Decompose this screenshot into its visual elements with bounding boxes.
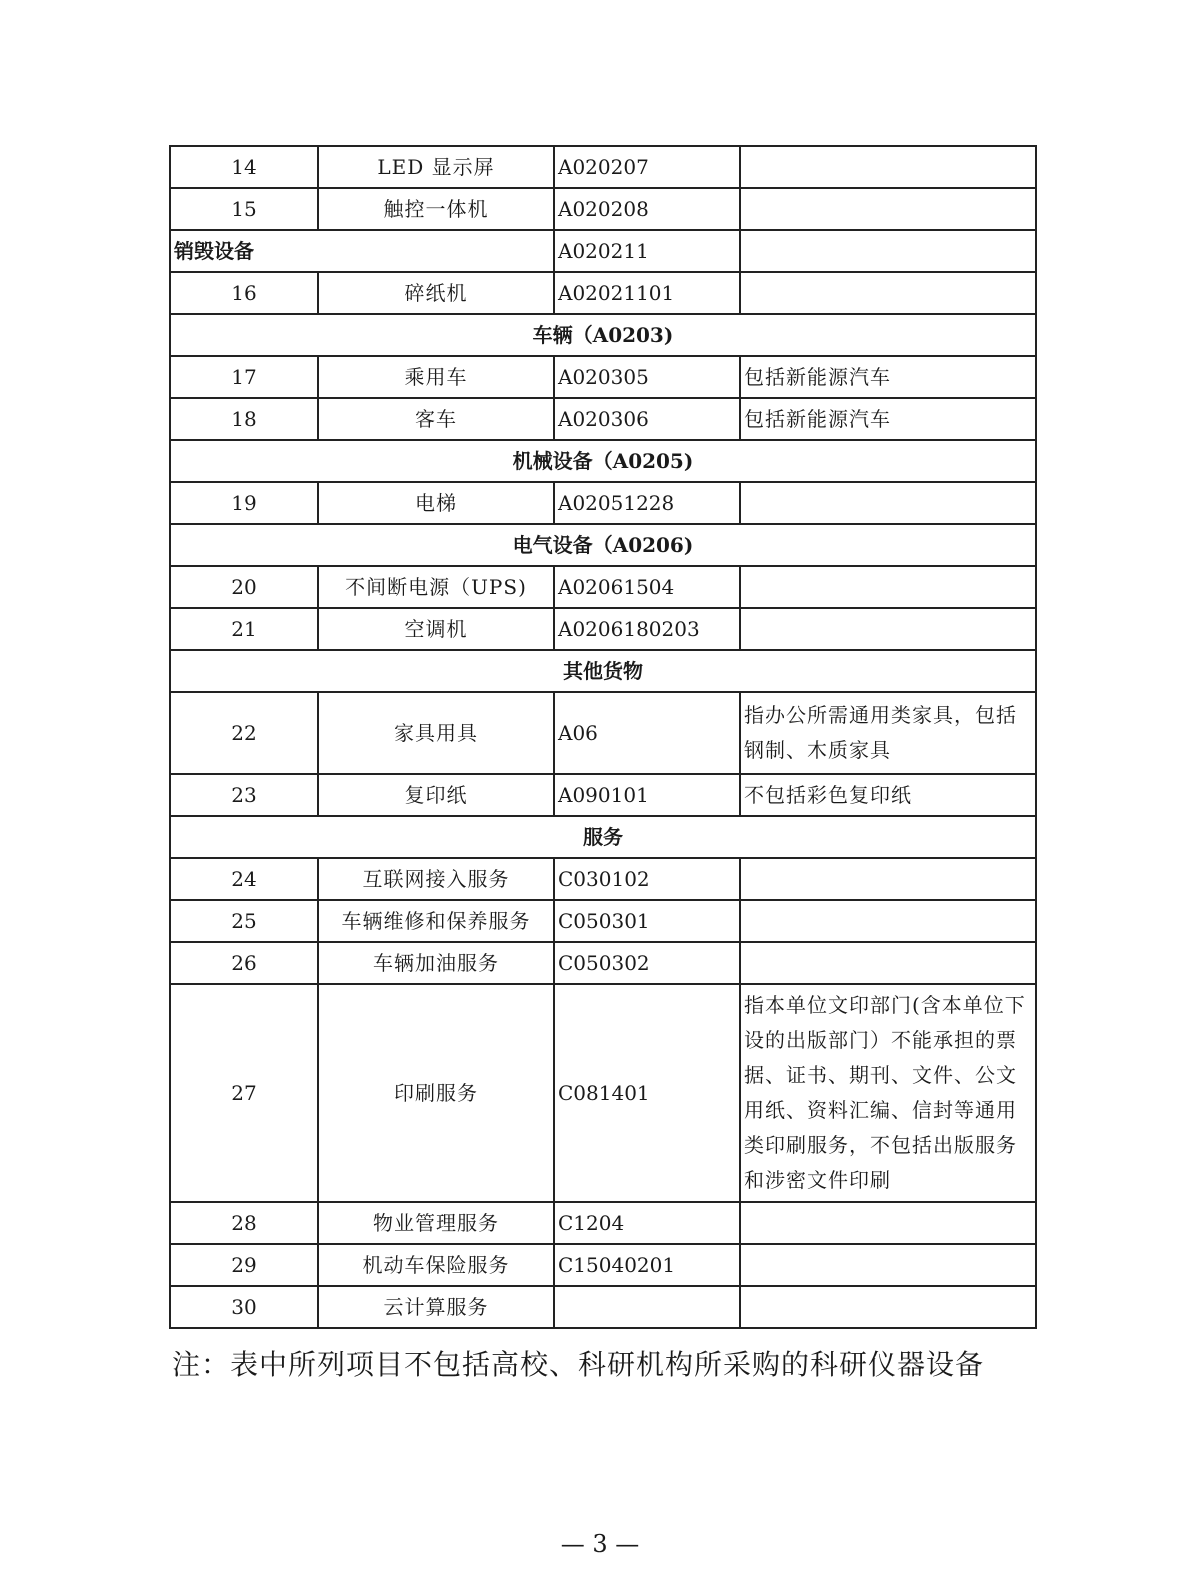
section-header-row [170, 650, 1036, 692]
item-code: C1204 [554, 1202, 740, 1244]
table-row [170, 1202, 1036, 1244]
item-number: 16 [170, 272, 318, 314]
table-row [170, 146, 1036, 188]
item-code [554, 1286, 740, 1328]
item-note [740, 146, 1036, 188]
section-header-row [170, 816, 1036, 858]
item-number: 24 [170, 858, 318, 900]
table-row [170, 1286, 1036, 1328]
item-number: 29 [170, 1244, 318, 1286]
table-row [170, 566, 1036, 608]
item-note [740, 608, 1036, 650]
item-number: 26 [170, 942, 318, 984]
item-code: A020207 [554, 146, 740, 188]
item-name: 客车 [318, 398, 554, 440]
item-name: 云计算服务 [318, 1286, 554, 1328]
item-code: A0206180203 [554, 608, 740, 650]
page-number: — 3 — [560, 1530, 640, 1558]
table-row [170, 482, 1036, 524]
item-name: 触控一体机 [318, 188, 554, 230]
item-name: 车辆加油服务 [318, 942, 554, 984]
table-row [170, 356, 1036, 398]
item-note [740, 1244, 1036, 1286]
item-code: A090101 [554, 774, 740, 816]
table-row [170, 774, 1036, 816]
procurement-items-table [169, 145, 1037, 1329]
section-header-services: 服务 [170, 816, 1036, 858]
item-number: 15 [170, 188, 318, 230]
item-name: LED 显示屏 [318, 146, 554, 188]
item-name: 物业管理服务 [318, 1202, 554, 1244]
item-number: 21 [170, 608, 318, 650]
table-row [170, 398, 1036, 440]
item-note [740, 1286, 1036, 1328]
item-name: 车辆维修和保养服务 [318, 900, 554, 942]
item-number: 30 [170, 1286, 318, 1328]
section-header-machinery: 机械设备（A0205) [170, 440, 1036, 482]
item-note: 包括新能源汽车 [740, 398, 1036, 440]
table-row [170, 272, 1036, 314]
item-code: A020305 [554, 356, 740, 398]
item-note [740, 942, 1036, 984]
item-number: 17 [170, 356, 318, 398]
table-row [170, 984, 1036, 1202]
section-header-electrical: 电气设备（A0206) [170, 524, 1036, 566]
item-number: 25 [170, 900, 318, 942]
item-number: 28 [170, 1202, 318, 1244]
item-code: A06 [554, 692, 740, 774]
item-number: 23 [170, 774, 318, 816]
table-row [170, 608, 1036, 650]
item-name: 印刷服务 [318, 984, 554, 1202]
item-code: C050302 [554, 942, 740, 984]
subcategory-code: A020211 [554, 230, 740, 272]
section-header-row [170, 314, 1036, 356]
item-name: 电梯 [318, 482, 554, 524]
item-note: 指本单位文印部门(含本单位下设的出版部门）不能承担的票据、证书、期刊、文件、公文用纸、资料汇编、信封等通用类印刷服务，不包括出版服务和涉密文件印刷 [740, 984, 1036, 1202]
item-note [740, 566, 1036, 608]
item-number: 19 [170, 482, 318, 524]
table-footnote: 注：表中所列项目不包括高校、科研机构所采购的科研仪器设备 [172, 1348, 985, 1381]
item-name: 机动车保险服务 [318, 1244, 554, 1286]
table-row [170, 692, 1036, 774]
item-number: 18 [170, 398, 318, 440]
item-note [740, 858, 1036, 900]
item-code: A02051228 [554, 482, 740, 524]
item-name: 互联网接入服务 [318, 858, 554, 900]
item-note [740, 900, 1036, 942]
item-note [740, 272, 1036, 314]
item-code: A02021101 [554, 272, 740, 314]
subcategory-row [170, 230, 1036, 272]
item-number: 22 [170, 692, 318, 774]
item-note [740, 482, 1036, 524]
item-name: 空调机 [318, 608, 554, 650]
item-code: C030102 [554, 858, 740, 900]
item-name: 复印纸 [318, 774, 554, 816]
table-row [170, 900, 1036, 942]
item-number: 20 [170, 566, 318, 608]
table-row [170, 942, 1036, 984]
table-row [170, 858, 1036, 900]
item-note [740, 1202, 1036, 1244]
table-row [170, 188, 1036, 230]
item-note: 不包括彩色复印纸 [740, 774, 1036, 816]
item-code: C050301 [554, 900, 740, 942]
item-number: 14 [170, 146, 318, 188]
section-header-vehicles: 车辆（A0203) [170, 314, 1036, 356]
item-name: 不间断电源（UPS) [318, 566, 554, 608]
section-header-other-goods: 其他货物 [170, 650, 1036, 692]
item-name: 家具用具 [318, 692, 554, 774]
subcategory-label: 销毁设备 [170, 230, 554, 272]
item-name: 乘用车 [318, 356, 554, 398]
item-note: 指办公所需通用类家具，包括钢制、木质家具 [740, 692, 1036, 774]
item-code: C081401 [554, 984, 740, 1202]
item-code: C15040201 [554, 1244, 740, 1286]
section-header-row [170, 524, 1036, 566]
item-code: A020208 [554, 188, 740, 230]
item-name: 碎纸机 [318, 272, 554, 314]
item-note [740, 230, 1036, 272]
item-note [740, 188, 1036, 230]
item-code: A02061504 [554, 566, 740, 608]
item-number: 27 [170, 984, 318, 1202]
item-note: 包括新能源汽车 [740, 356, 1036, 398]
item-code: A020306 [554, 398, 740, 440]
section-header-row [170, 440, 1036, 482]
table-row [170, 1244, 1036, 1286]
